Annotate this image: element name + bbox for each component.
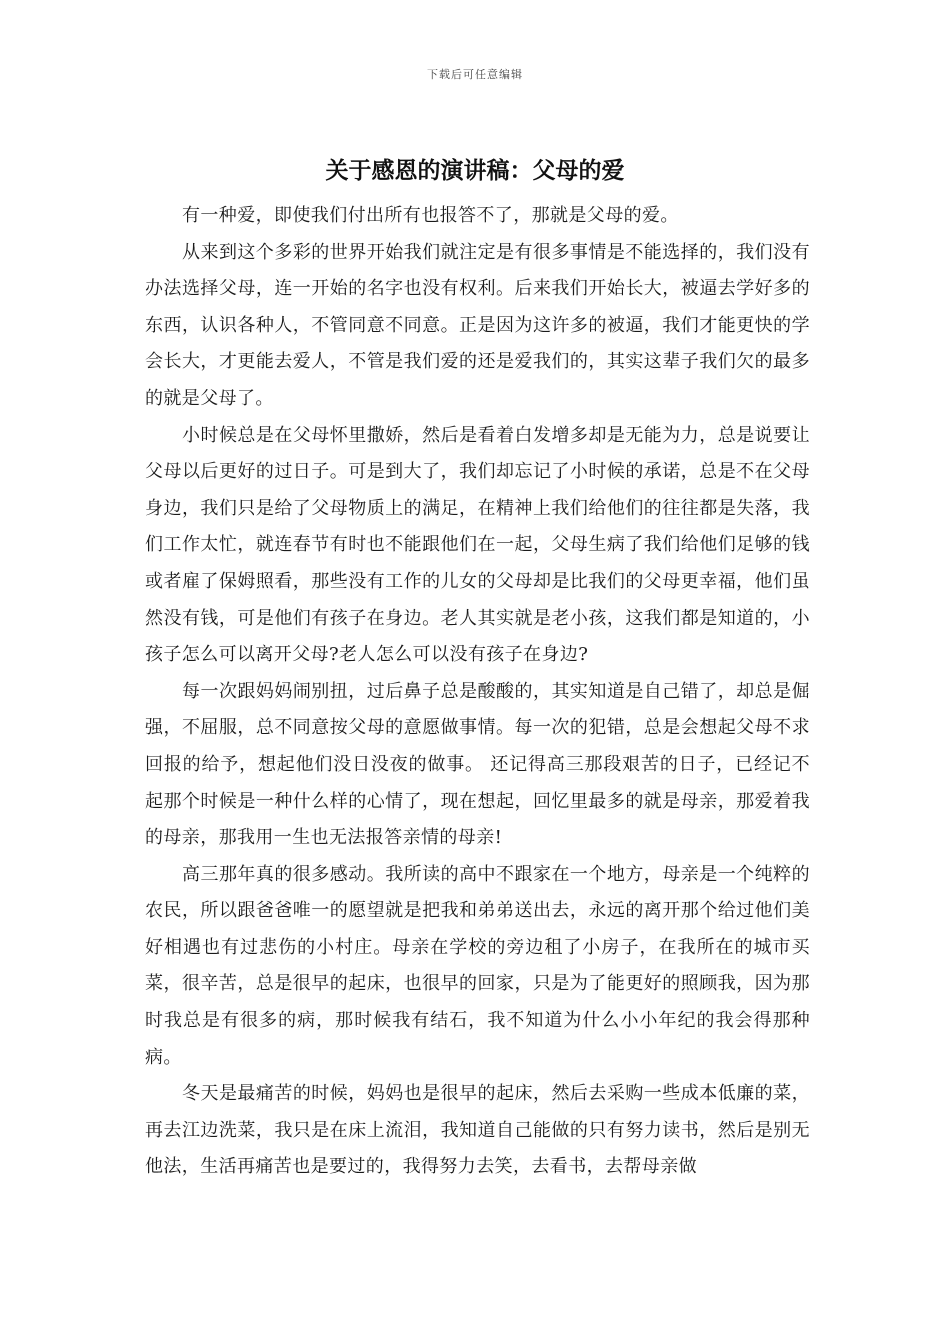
paragraph: 从来到这个多彩的世界开始我们就注定是有很多事情是不能选择的，我们没有办法选择父母，连一开始的名字也没有权利。后来我们开始长大，被逼去学好多的东西，认识各种人，不管同意不同意。正是因为这许多的被逼，我们才能更快的学会长大，才更能去爱人，不管是我们爱的还是爱我们的，其实这辈子我们欠的最多的就是父母了。 <box>145 241 810 409</box>
document-body <box>145 198 810 1186</box>
header-note: 下载后可任意编辑 <box>427 68 523 81</box>
document-title: 关于感恩的演讲稿：父母的爱 <box>325 158 625 184</box>
paragraph: 每一次跟妈妈闹别扭，过后鼻子总是酸酸的，其实知道是自己错了，却总是倔强，不屈服，总不同意按父母的意愿做事情。每一次的犯错，总是会想起父母不求回报的给予，想起他们没日没夜的做事。 还记得高三那段艰苦的日子，已经记不起那个时候是一种什么样的心情了，现在想起，回忆里最多的就是母亲，那爱着我的母亲，那我用一生也无法报答亲情的母亲! <box>145 680 810 849</box>
paragraph: 高三那年真的很多感动。我所读的高中不跟家在一个地方，母亲是一个纯粹的农民，所以跟爸爸唯一的愿望就是把我和弟弟送出去，永远的离开那个给过他们美好相遇也有过悲伤的小村庄。母亲在学校的旁边租了小房子，在我所在的城市买菜，很辛苦，总是很早的起床，也很早的回家，只是为了能更好的照顾我，因为那时我总是有很多的病，那时候我有结石，我不知道为什么小小年纪的我会得那种病。 <box>145 863 810 1068</box>
paragraph: 冬天是最痛苦的时候，妈妈也是很早的起床，然后去采购一些成本低廉的菜，再去江边洗菜，我只是在床上流泪，我知道自己能做的只有努力读书，然后是别无他法，生活再痛苦也是要过的，我得努力去笑，去看书，去帮母亲做 <box>145 1083 810 1178</box>
paragraph: 有一种爱，即使我们付出所有也报答不了，那就是父母的爱。 <box>182 205 679 226</box>
paragraph: 小时候总是在父母怀里撒娇，然后是看着白发增多却是无能为力，总是说要让父母以后更好的过日子。可是到大了，我们却忘记了小时候的承诺，总是不在父母身边，我们只是给了父母物质上的满足，在精神上我们给他们的往往都是失落，我们工作太忙，就连春节有时也不能跟他们在一起，父母生病了我们给他们足够的钱或者雇了保姆照看，那些没有工作的儿女的父母却是比我们的父母更幸福，他们虽然没有钱，可是他们有孩子在身边。老人其实就是老小孩，这我们都是知道的，小孩子怎么可以离开父母?老人怎么可以没有孩子在身边? <box>145 424 810 666</box>
